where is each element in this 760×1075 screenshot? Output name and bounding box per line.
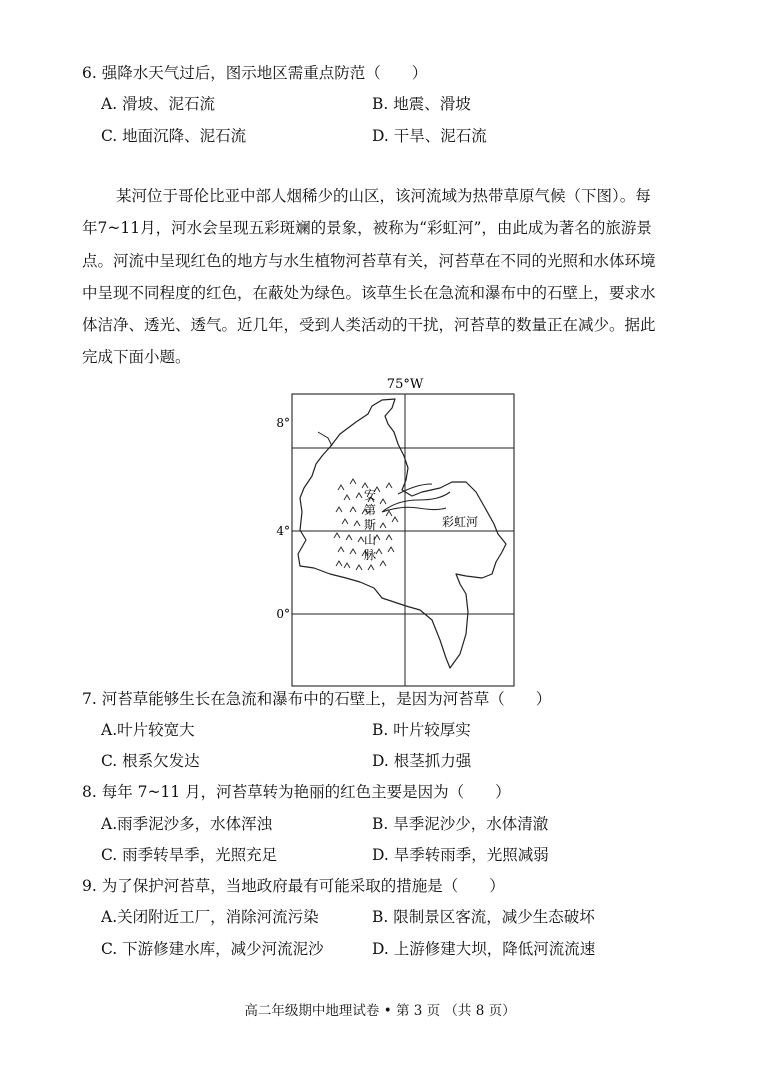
q6-option-a: A. 滑坡、泥石流	[101, 95, 216, 113]
q8-question: 8. 每年 7~11 月，河苔草转为艳丽的红色主要是因为（ ）	[82, 783, 511, 801]
mountain-char-2: 第	[363, 503, 377, 517]
q7-option-d: D. 根茎抓力强	[372, 752, 472, 770]
q9-option-d: D. 上游修建大坝，降低河流流速	[372, 940, 596, 958]
lat-label-4: 4°	[276, 524, 290, 538]
q8-option-c: C. 雨季转旱季，光照充足	[101, 846, 278, 864]
q7-question: 7. 河苔草能够生长在急流和瀑布中的石壁上，是因为河苔草（ ）	[82, 690, 552, 708]
q7-option-a: A.叶片较宽大	[101, 721, 195, 739]
q9-question: 9. 为了保护河苔草，当地政府最有可能采取的措施是（ ）	[82, 877, 505, 895]
q8-option-d: D. 旱季转雨季，光照减弱	[372, 846, 549, 864]
passage-line-2: 年7~11月，河水会呈现五彩斑斓的景象，被称为“彩虹河”，由此成为著名的旅游景	[82, 219, 652, 237]
q8-option-b: B. 旱季泥沙少，水体清澈	[372, 815, 549, 833]
map-frame	[292, 394, 514, 686]
lat-label-0: 0°	[276, 607, 290, 621]
mountain-char-5: 脉	[363, 548, 377, 562]
q7-option-b: B. 叶片较厚实	[372, 721, 471, 739]
river-label: 彩虹河	[441, 515, 479, 529]
q6-option-d: D. 干旱、泥石流	[372, 127, 487, 145]
lat-label-8: 8°	[276, 416, 290, 430]
q6-question: 6. 强降水天气过后，图示地区需重点防范（ ）	[82, 64, 428, 82]
q9-option-b: B. 限制景区客流，减少生态破坏	[372, 908, 595, 926]
longitude-label: 75°W	[386, 377, 424, 392]
q6-option-c: C. 地面沉降、泥石流	[101, 127, 247, 145]
page-footer: 高二年级期中地理试卷 • 第 3 页 （共 8 页）	[244, 1003, 516, 1019]
q6-option-b: B. 地震、滑坡	[372, 95, 471, 113]
q7-option-c: C. 根系欠发达	[101, 752, 200, 770]
mountain-char-3: 斯	[363, 518, 377, 532]
passage-line-4: 中呈现不同程度的红色，在蔽处为绿色。该草生长在急流和瀑布中的石壁上，要求水	[82, 284, 656, 302]
q8-option-a: A.雨季泥沙多，水体浑浊	[101, 815, 273, 833]
q9-option-c: C. 下游修建水库，减少河流泥沙	[101, 940, 324, 958]
mountain-char-4: 山	[363, 533, 377, 547]
passage-line-5: 体洁净、透光、透气。近几年，受到人类活动的干扰，河苔草的数量正在减少。据此	[82, 316, 656, 334]
coast-detail	[318, 432, 332, 446]
passage-line-1: 某河位于哥伦比亚中部人烟稀少的山区，该河流域为热带草原气候（下图）。每	[116, 187, 651, 205]
mountain-char-1: 安	[363, 488, 377, 502]
passage-line-3: 点。河流中呈现红色的地方与水生植物河苔草有关，河苔草在不同的光照和水体环境	[82, 252, 656, 270]
passage-line-6: 完成下面小题。	[82, 348, 191, 366]
q9-option-a: A.关闭附近工厂，消除河流污染	[101, 908, 319, 926]
colombia-map	[270, 372, 520, 692]
